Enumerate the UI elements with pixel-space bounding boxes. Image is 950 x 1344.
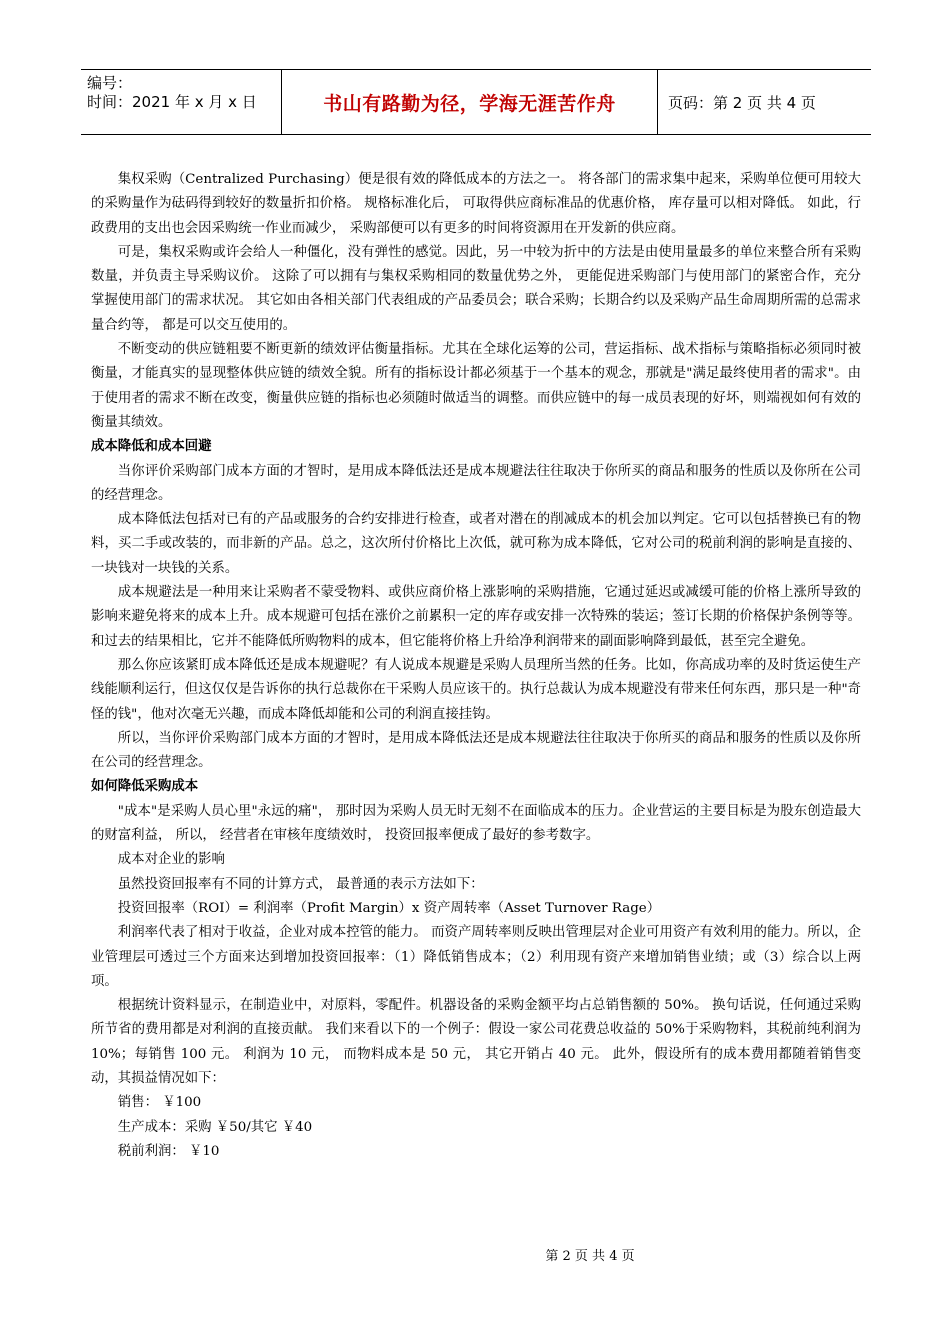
list-item: 生产成本：采购 ￥50/其它 ￥40 xyxy=(117,1119,313,1135)
paragraph: 所以，当你评价采购部门成本方面的才智时，是用成本降低法还是成本规避法往往取决于你所买的商品和服务的性质以及你所在公司的经营理念。 xyxy=(91,730,861,771)
paragraph: 成本规避法是一种用来让采购者不蒙受物料、或供应商价格上涨影响的采购措施，它通过延迟或减缓可能的价格上涨所导致的影响来避免将来的成本上升。成本规避可包括在涨价之前累积一定的库存或安排一次特殊的装运；签订长期的价格保护条例等等。和过去的结果相比，它并不能降低所购物料的成本，但它能将价格上升给净利润带来的副面影响降到最低，甚至完全避免。 xyxy=(91,585,861,649)
header-motto: 书山有路勤为径，学海无涯苦作舟 xyxy=(282,70,658,134)
document-date: 时间：2021 年 x 月 x 日 xyxy=(87,93,257,111)
paragraph: 成本降低法包括对已有的产品或服务的合约安排进行检查，或者对潜在的削减成本的机会加以判定。它可以包括替换已有的物料，买二手或改装的，而非新的产品。总之，这次所付价格比上次低，就可称为成本降低，它对公司的税前利润的影响是直接的、一块钱对一块钱的关系。 xyxy=(91,512,861,576)
paragraph: 虽然投资回报率有不同的计算方式， 最普通的表示方法如下： xyxy=(117,876,484,892)
paragraph: 不断变动的供应链粗要不断更新的绩效评估衡量指标。尤其在全球化运筹的公司，营运指标、战术指标与策略指标必须同时被衡量，才能真实的显现整体供应链的绩效全貌。所有的指标设计都必须基于一个基本的观念，那就是"满足最终使用者的需求"。由于使用者的需求不断在改变，衡量供应链的指标也必须随时做适当的调整。而供应链中的每一成员表现的好坏，则端视如何有效的衡量其绩效。 xyxy=(91,342,861,430)
page-footer: 第 2 页 共 4 页 xyxy=(545,1249,635,1264)
paragraph: 集权采购（Centralized Purchasing）便是很有效的降低成本的方法之一。 将各部门的需求集中起来，采购单位便可用较大的采购量作为砝码得到较好的数量折扣价格。 规格标准化后， 可取得供应商标准品的优惠价格， 库存量可以相对降低。 如此，行政费用的支出也会因采购统一作业而减少， 采购部便可以有更多的时间将资源用在开发新的供应商。 xyxy=(91,172,861,236)
header-meta xyxy=(81,70,282,134)
paragraph: "成本"是采购人员心里"永远的痛"， 那时因为采购人员无时无刻不在面临成本的压力。企业营运的主要目标是为股东创造最大的财富利益， 所以， 经营者在审核年度绩效时， 投资回报率便成了最好的参考数字。 xyxy=(91,803,861,844)
section-heading: 如何降低采购成本 xyxy=(91,779,199,795)
paragraph: 利润率代表了相对于收益，企业对成本控管的能力。 而资产周转率则反映出管理层对企业可用资产有效利用的能力。所以，企业管理层可透过三个方面来达到增加投资回报率：（1）降低销售成本；（2）利用现有资产来增加销售业绩；或（3）综合以上两项。 xyxy=(91,925,861,989)
paragraph: 成本对企业的影响 xyxy=(117,852,225,868)
formula-line: 投资回报率（ROI）= 利润率（Profit Margin）x 资产周转率（Asset Turnover Rage） xyxy=(117,900,661,916)
paragraph: 当你评价采购部门成本方面的才智时，是用成本降低法还是成本规避法往往取决于你所买的商品和服务的性质以及你所在公司的经营理念。 xyxy=(91,463,861,503)
paragraph: 可是，集权采购或许会给人一种僵化，没有弹性的感觉。因此，另一中较为折中的方法是由使用量最多的单位来整合所有采购数量，并负责主导采购议价。 这除了可以拥有与集权采购相同的数量优势之外， 更能促进采购部门与使用部门的紧密合作，充分掌握使用部门的需求状况。 其它如由各相关部门代表组成的产品委员会；联合采购；长期合约以及采购产品生命周期所需的总需求量合约等， 都是可以交互使用的。 xyxy=(91,244,861,333)
list-item: 销售： ￥100 xyxy=(117,1095,202,1111)
list-item: 税前利润： ￥10 xyxy=(117,1143,220,1159)
section-heading: 成本降低和成本回避 xyxy=(91,439,212,455)
paragraph: 那么你应该紧盯成本降低还是成本规避呢？有人说成本规避是采购人员理所当然的任务。比如，你高成功率的及时货运使生产线能顺利运行，但这仅仅是告诉你的执行总裁你在干采购人员应该干的。执行总裁认为成本规避没有带来任何东西，那只是一种"奇怪的钱"，他对次毫无兴趣，而成本降低却能和公司的利润直接挂钩。 xyxy=(91,657,861,722)
document-header xyxy=(81,69,871,135)
paragraph: 根据统计资料显示，在制造业中，对原料，零配件。机器设备的采购金额平均占总销售额的 50%。 换句话说，任何通过采购所节省的费用都是对利润的直接贡献。 我们来看以下的一个例子：假设一家公司花费总收益的 50%于采购物料，其税前纯利润为 10%；每销售 100 元。 利润为 10 元， 而物料成本是 50 元， 其它开销占 40 元。 此外，假设所有的成本费用都随着销售变动，其损益情况如下： xyxy=(91,998,861,1086)
document-number: 编号： xyxy=(87,74,133,92)
document-body xyxy=(91,168,861,1164)
header-page-info: 页码：第 2 页 共 4 页 xyxy=(668,93,816,112)
